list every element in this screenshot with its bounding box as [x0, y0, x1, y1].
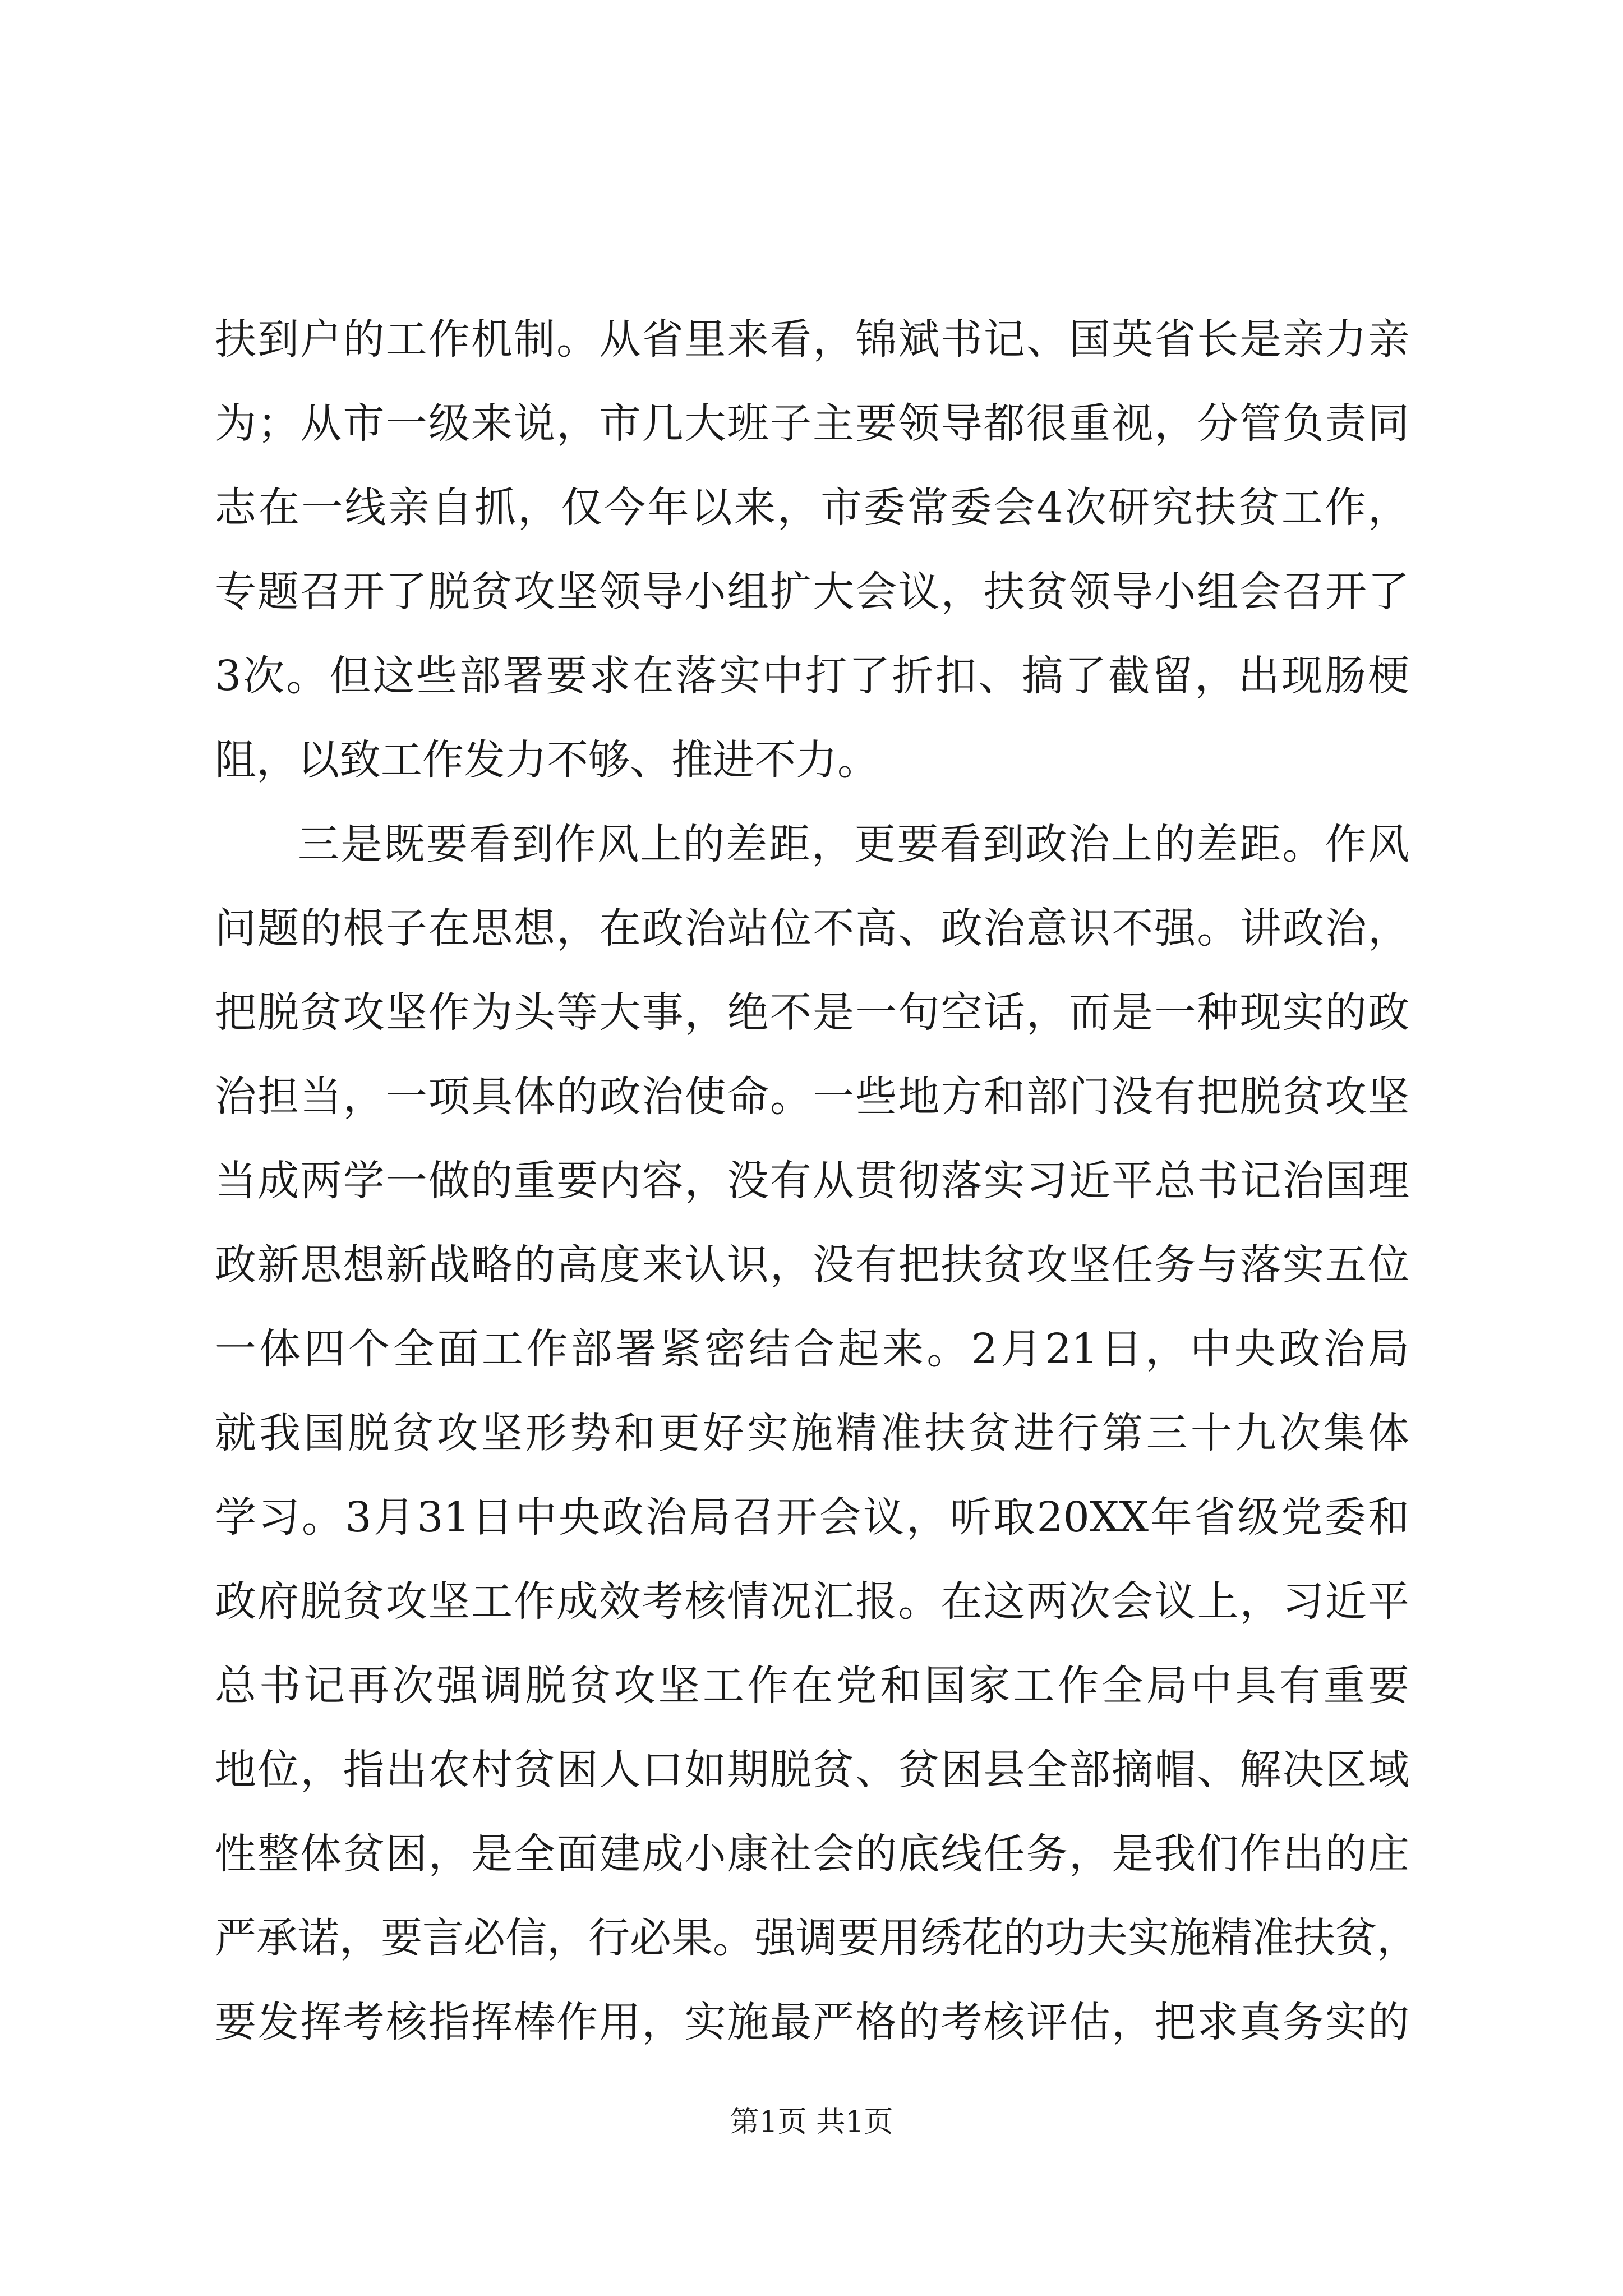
text-line: 专题召开了脱贫攻坚领导小组扩大会议，扶贫领导小组会召开了 [215, 568, 1409, 616]
text-line: 当成两学一做的重要内容，没有从贯彻落实习近平总书记治国理 [215, 1157, 1409, 1205]
text-line: 一体四个全面工作部署紧密结合起来。2月21日，中央政治局 [215, 1325, 1409, 1373]
text-line: 性整体贫困，是全面建成小康社会的底线任务，是我们作出的庄 [215, 1830, 1409, 1878]
text-line: 为；从市一级来说，市几大班子主要领导都很重视，分管负责同 [215, 399, 1409, 448]
page-number-footer: 第1页 共1页 [730, 2105, 893, 2139]
text-line: 地位，指出农村贫困人口如期脱贫、贫困县全部摘帽、解决区域 [215, 1746, 1409, 1794]
text-line: 总书记再次强调脱贫攻坚工作在党和国家工作全局中具有重要 [215, 1662, 1409, 1710]
text-line: 阻，以致工作发力不够、推进不力。 [215, 736, 879, 784]
text-line: 要发挥考核指挥棒作用，实施最严格的考核评估，把求真务实的 [215, 1998, 1409, 2046]
text-line: 政府脱贫攻坚工作成效考核情况汇报。在这两次会议上，习近平 [215, 1577, 1409, 1626]
text-line: 治担当，一项具体的政治使命。一些地方和部门没有把脱贫攻坚 [215, 1073, 1409, 1121]
text-line: 把脱贫攻坚作为头等大事，绝不是一句空话，而是一种现实的政 [215, 988, 1409, 1037]
text-line: 3次。但这些部署要求在落实中打了折扣、搞了截留，出现肠梗 [215, 652, 1409, 700]
text-line: 志在一线亲自抓，仅今年以来，市委常委会4次研究扶贫工作， [215, 484, 1409, 532]
text-line: 就我国脱贫攻坚形势和更好实施精准扶贫进行第三十九次集体 [215, 1409, 1409, 1457]
text-line: 问题的根子在思想，在政治站位不高、政治意识不强。讲政治， [215, 904, 1409, 953]
text-line: 学习。3月31日中央政治局召开会议，听取20XX年省级党委和 [215, 1493, 1409, 1542]
text-line: 三是既要看到作风上的差距，更要看到政治上的差距。作风 [298, 820, 1409, 868]
text-line: 严承诺，要言必信，行必果。强调要用绣花的功夫实施精准扶贫， [215, 1914, 1418, 1962]
text-line: 扶到户的工作机制。从省里来看，锦斌书记、国英省长是亲力亲 [215, 315, 1409, 364]
text-line: 政新思想新战略的高度来认识，没有把扶贫攻坚任务与落实五位 [215, 1241, 1409, 1289]
